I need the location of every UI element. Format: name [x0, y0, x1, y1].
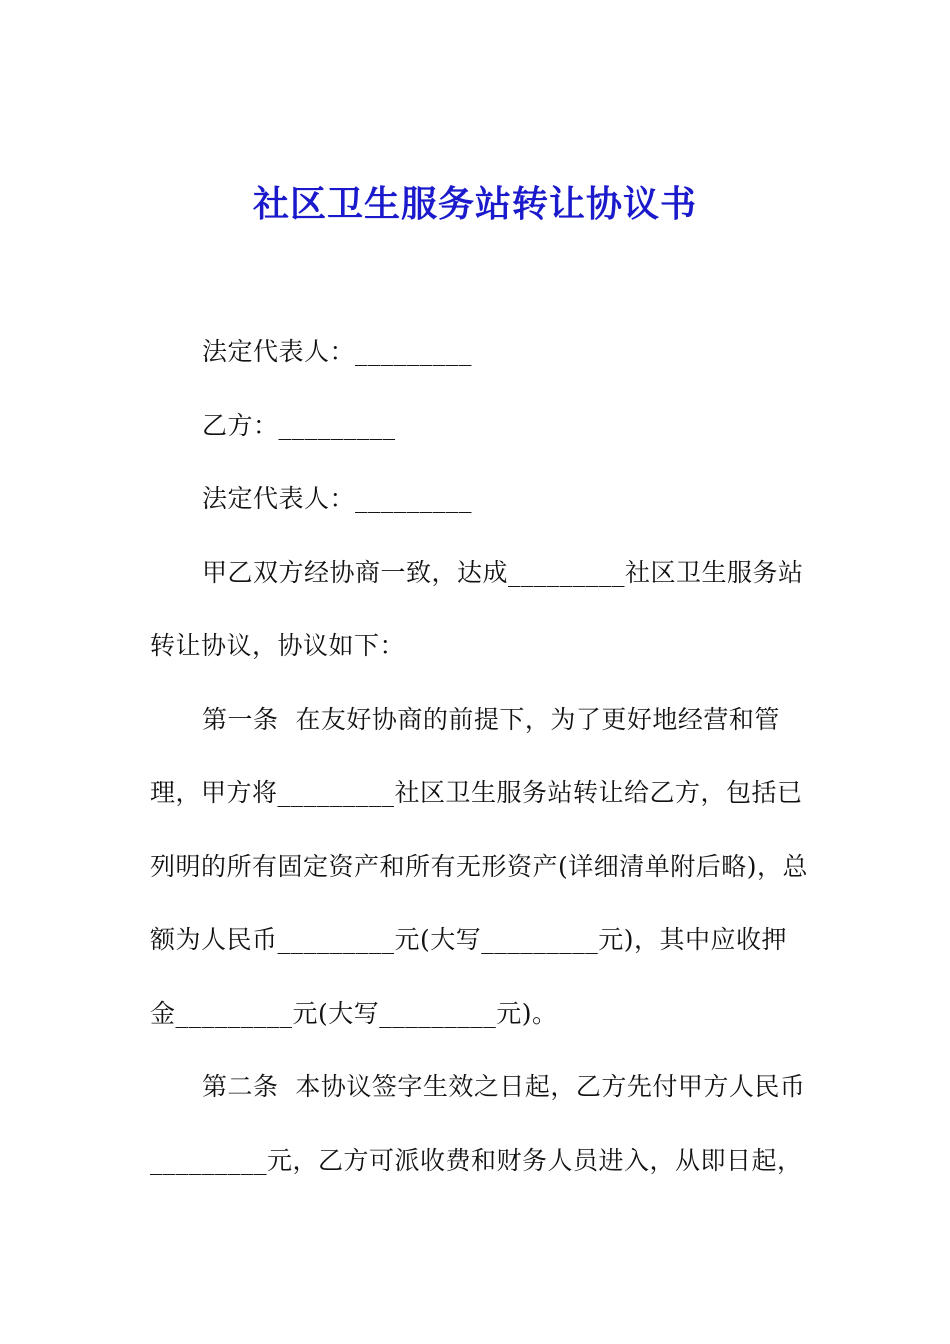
- paragraph-article-1: [150, 683, 810, 1051]
- paragraph-text: 法定代表人：_________: [202, 484, 473, 513]
- paragraph-text: 乙方：_________: [202, 410, 396, 440]
- document-body: [150, 315, 810, 1197]
- paragraph-article-2: [150, 1050, 810, 1197]
- paragraph-legal-rep-a: [150, 315, 810, 389]
- paragraph-text: 第一条 在友好协商的前提下，为了更好地经营和管理，甲方将_________社区卫生服务站转让给乙方，包括已列明的所有固定资产和所有无形资产(详细清单附后略)，总额为人民币_________元(大写_________元)，其中应收押金_________元(大写_________元)。: [150, 704, 809, 1028]
- paragraph-preamble: [150, 536, 810, 683]
- document-title: 社区卫生服务站转让协议书: [252, 183, 697, 225]
- paragraph-text: 法定代表人：_________: [202, 337, 473, 366]
- paragraph-party-b: [150, 389, 810, 463]
- paragraph-legal-rep-b: [150, 462, 810, 536]
- paragraph-text: 第二条 本协议签字生效之日起，乙方先付甲方人民币_________元，乙方可派收费和财务人员进入，从即日起，: [150, 1072, 806, 1175]
- paragraph-text: 甲乙双方经协商一致，达成_________社区卫生服务站转让协议，协议如下：: [150, 557, 804, 660]
